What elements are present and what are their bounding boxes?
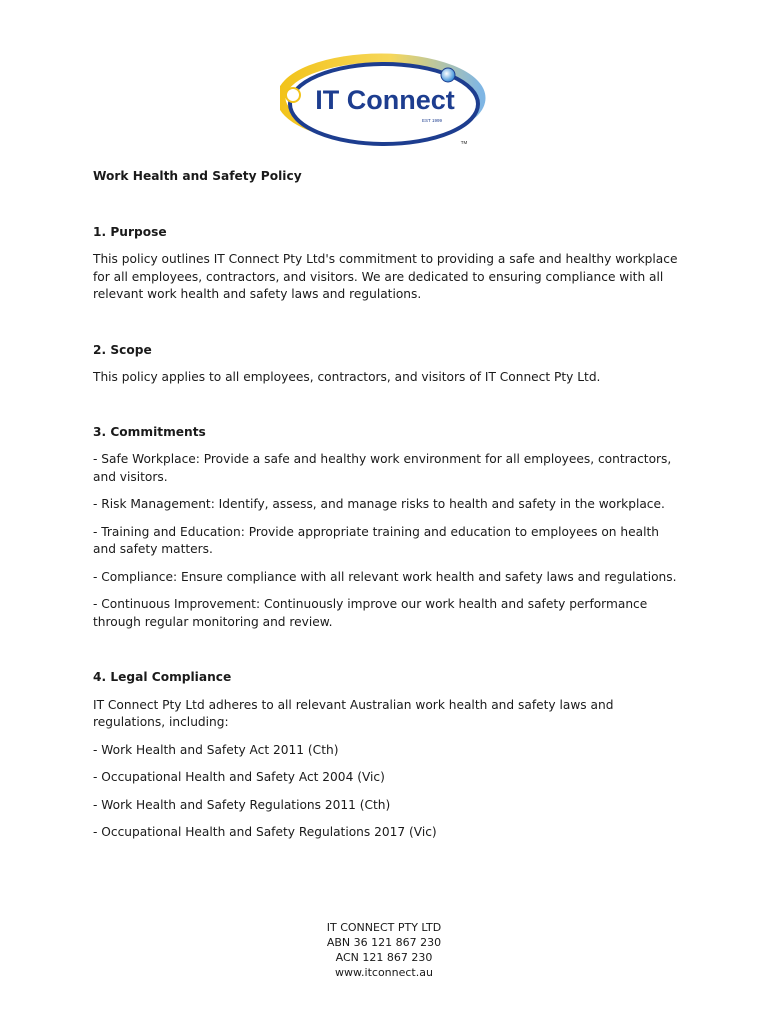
legal-intro-paragraph: IT Connect Pty Ltd adheres to all relevant Australian work health and safety laws and regulations, including: [93, 697, 614, 729]
policy-content [93, 168, 678, 842]
footer-abn: ABN 36 121 867 230 [326, 936, 442, 949]
commitment-continuous-improvement: - Continuous Improvement: Continuously improve our work health and safety performance through regular monitoring and review. [93, 597, 648, 629]
logo-text: IT Connect [315, 85, 455, 115]
company-footer [0, 920, 768, 980]
commitment-compliance: - Compliance: Ensure compliance with all relevant work health and safety laws and regulations. [93, 569, 677, 584]
legal-item-ohs-act: - Occupational Health and Safety Act 2004 (Vic) [93, 770, 385, 784]
purpose-paragraph: This policy outlines IT Connect Pty Ltd's commitment to providing a safe and healthy workplace for all employees, contractors, and visitors. We are dedicated to ensuring compliance with all relevant work health and safety laws and regulations. [93, 252, 678, 301]
legal-item-whs-act: - Work Health and Safety Act 2011 (Cth) [93, 742, 339, 757]
footer-website-link[interactable]: www.itconnect.au [335, 966, 433, 979]
logo-glow-dot [441, 68, 455, 82]
footer-acn: ACN 121 867 230 [335, 951, 433, 964]
section-heading-purpose: 1. Purpose [93, 224, 167, 239]
commitment-risk-management: - Risk Management: Identify, assess, and manage risks to health and safety in the workplace. [93, 497, 665, 511]
logo-left-dot [286, 88, 300, 102]
section-heading-legal-compliance: 4. Legal Compliance [93, 670, 232, 684]
it-connect-logo [280, 52, 486, 152]
logo-est: EST 1999 [422, 118, 442, 123]
commitment-training: - Training and Education: Provide appropriate training and education to employees on health and safety matters. [93, 524, 659, 556]
section-heading-commitments: 3. Commitments [93, 424, 206, 439]
document-title: Work Health and Safety Policy [93, 169, 302, 183]
section-heading-scope: 2. Scope [93, 342, 152, 357]
logo-tm: TM [460, 140, 468, 145]
scope-paragraph: This policy applies to all employees, contractors, and visitors of IT Connect Pty Ltd. [93, 370, 601, 384]
legal-item-ohs-regulations: - Occupational Health and Safety Regulations 2017 (Vic) [93, 825, 437, 839]
commitment-safe-workplace: - Safe Workplace: Provide a safe and healthy work environment for all employees, contractors, and visitors. [93, 452, 672, 484]
legal-item-whs-regulations: - Work Health and Safety Regulations 2011 (Cth) [93, 797, 391, 812]
footer-company-name: IT CONNECT PTY LTD [326, 921, 442, 934]
